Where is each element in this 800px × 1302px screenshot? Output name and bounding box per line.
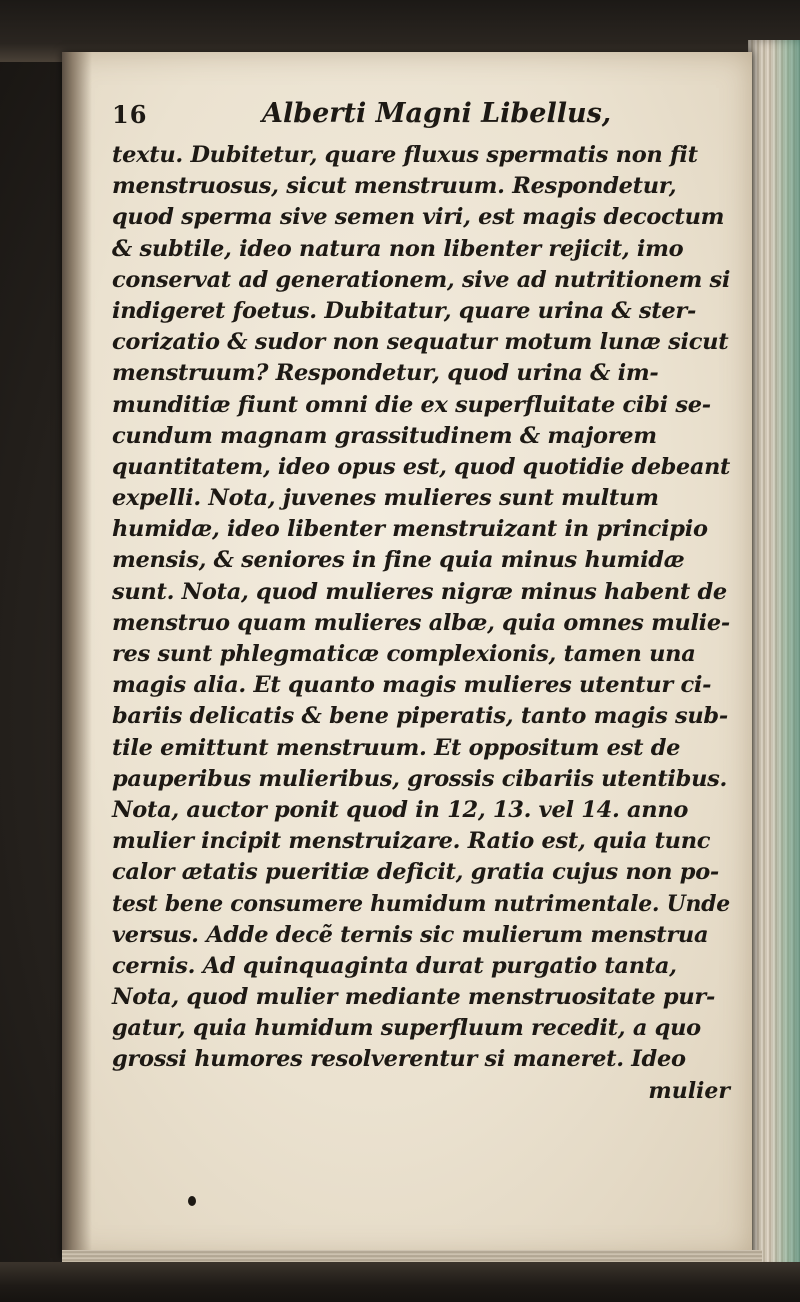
text-line: & subtile, ideo natura non libenter rejicit, imo: [112, 235, 684, 262]
text-line: test bene consumere humidum nutrimentale. Unde: [112, 890, 730, 917]
text-line: tile emittunt menstruum. Et oppositum est de: [112, 734, 681, 761]
page-text-block: [112, 100, 732, 1107]
text-line: gatur, quia humidum superfluum recedit, a quo: [112, 1015, 701, 1042]
text-line: quod sperma sive semen viri, est magis decoctum: [112, 204, 725, 231]
text-line: cundum magnam grassitudinem & majorem: [112, 422, 657, 449]
text-line: mulier incipit menstruizare. Ratio est, quia tunc: [112, 828, 711, 855]
text-line: Nota, auctor ponit quod in 12, 13. vel 14. anno: [112, 796, 689, 823]
text-line: magis alia. Et quanto magis mulieres utentur ci-: [112, 672, 712, 699]
page-gutter: [62, 52, 92, 1258]
text-line: Nota, quod mulier mediante menstruositate pur-: [112, 984, 715, 1011]
text-line: res sunt phlegmaticæ complexionis, tamen una: [112, 641, 696, 667]
ink-dot-mark: [188, 1196, 196, 1206]
text-line: corizatio & sudor non sequatur motum lunæ sicut: [112, 329, 729, 356]
text-line: pauperibus mulieribus, grossis cibariis utentibus.: [112, 765, 728, 792]
text-line: bariis delicatis & bene piperatis, tanto magis sub-: [112, 703, 728, 730]
catchword: mulier: [648, 1077, 730, 1104]
body-text: [112, 140, 732, 1076]
text-line: menstruum? Respondetur, quod urina & im-: [112, 360, 659, 387]
text-line: versus. Adde decẽ ternis sic mulierum menstrua: [112, 921, 709, 948]
page-number: 16: [112, 100, 148, 129]
text-line: munditiæ fiunt omni die ex superfluitate cibi se-: [112, 391, 711, 418]
text-line: menstruosus, sicut menstruum. Respondetur,: [112, 173, 677, 200]
right-edge-tint: [770, 40, 800, 1270]
running-head: Alberti Magni Libellus,: [262, 98, 612, 129]
text-line: sunt. Nota, quod mulieres nigræ minus habent de: [112, 578, 727, 605]
text-line: menstruo quam mulieres albæ, quia omnes mulie-: [112, 609, 730, 636]
text-line: textu. Dubitetur, quare fluxus spermatis non fit: [112, 142, 698, 168]
text-line: expelli. Nota, juvenes mulieres sunt multum: [112, 485, 659, 512]
text-line: calor ætatis pueritiæ deficit, gratia cujus non po-: [112, 859, 719, 886]
bottom-shadow-band: [0, 1262, 800, 1302]
text-line: quantitatem, ideo opus est, quod quotidie debeant: [112, 453, 731, 480]
page-header: [112, 100, 732, 140]
text-line: indigeret foetus. Dubitatur, quare urina & ster-: [112, 297, 696, 324]
text-line: mensis, & seniores in fine quia minus humidæ: [112, 547, 685, 574]
text-line: humidæ, ideo libenter menstruizant in principio: [112, 516, 708, 543]
text-line: cernis. Ad quinquaginta durat purgatio tanta,: [112, 952, 677, 979]
text-line: conservat ad generationem, sive ad nutritionem si: [112, 266, 731, 293]
text-line: grossi humores resolverentur si maneret. Ideo: [112, 1046, 686, 1073]
